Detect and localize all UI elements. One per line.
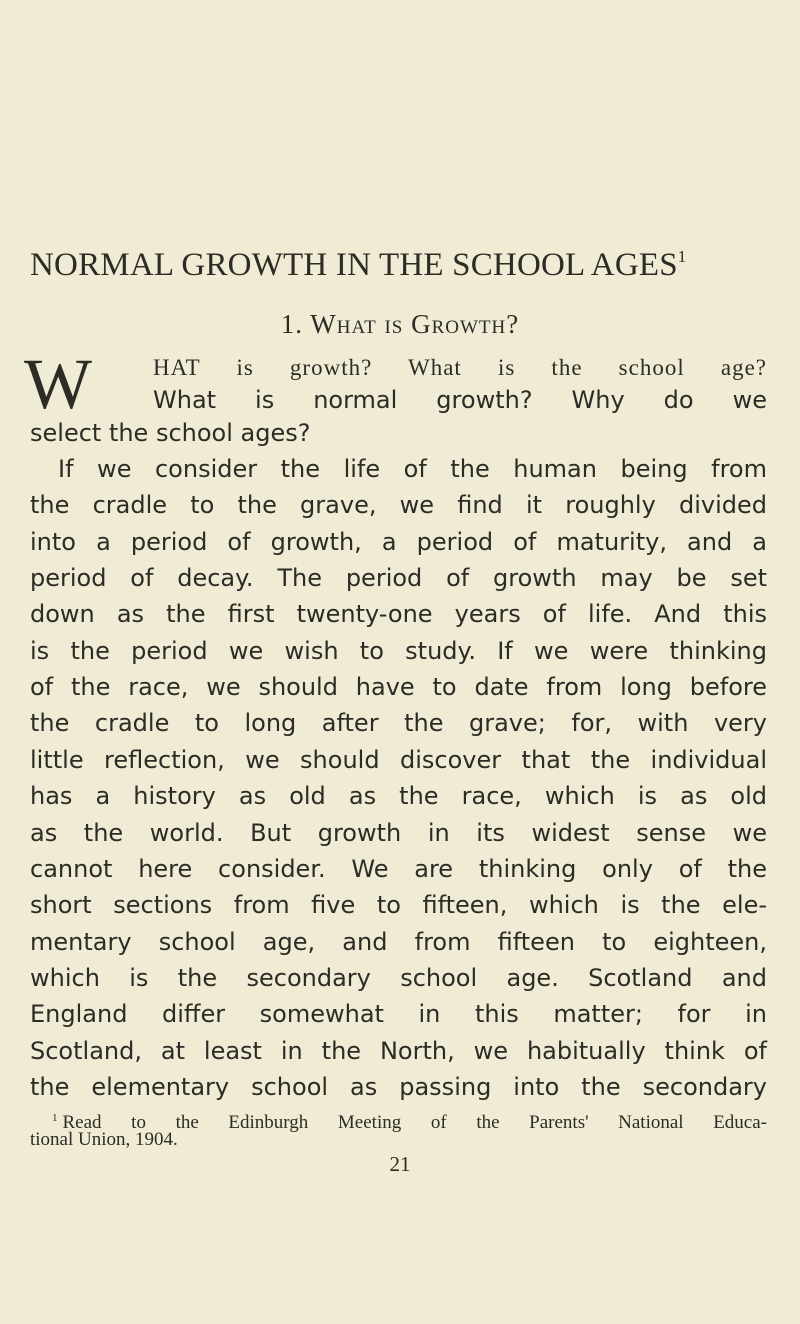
text-line: the cradle to the grave, we find it roughly divided [30, 491, 767, 519]
text-line: HAT is growth? What is the school age? [153, 355, 767, 380]
text-line: of the race, we should have to date from long before [30, 673, 767, 701]
text-line: the elementary school as passing into the secondary [30, 1073, 767, 1101]
chapter-title: NORMAL GROWTH IN THE SCHOOL AGES$^1$ [30, 247, 687, 283]
text-line: cannot here consider. We are thinking only of the [30, 855, 767, 883]
text-line: has a history as old as the race, which is as old [30, 782, 767, 810]
text-line: which is the secondary school age. Scotland and [30, 964, 767, 992]
section-heading: 1. What is Growth? [280, 309, 520, 339]
text-line: down as the first twenty-one years of life. And this [30, 600, 767, 628]
text-line: If we consider the life of the human being from [58, 455, 767, 483]
text-line: short sections from five to fifteen, which is the ele- [30, 891, 767, 919]
text-line: England differ somewhat in this matter; for in [30, 1000, 767, 1028]
footnote-continuation: tional Union, 1904. [30, 1129, 178, 1150]
text-line: mentary school age, and from fifteen to eighteen, [30, 928, 767, 956]
page-number: 21 [389, 1152, 411, 1176]
text-line: the cradle to long after the grave; for, with very [30, 709, 767, 737]
text-line: select the school ages? [30, 419, 311, 447]
text-line: Scotland, at least in the North, we habitually think of [30, 1037, 767, 1065]
text-line: as the world. But growth in its widest sense we [30, 819, 767, 847]
text-line: What is normal growth? Why do we [153, 386, 767, 414]
drop-cap: W [24, 344, 92, 424]
footnote: $^1$ Read to the Edinburgh Meeting of the Parents' National Educa- [52, 1112, 767, 1133]
text-line: is the period we wish to study. If we were thinking [30, 637, 767, 665]
footnote-reference: 1 [677, 247, 687, 266]
text-line: little reflection, we should discover that the individual [30, 746, 767, 774]
text-line: period of decay. The period of growth may be set [30, 564, 767, 592]
footnote-marker: 1 [52, 1112, 58, 1124]
text-line: into a period of growth, a period of maturity, and a [30, 528, 767, 556]
